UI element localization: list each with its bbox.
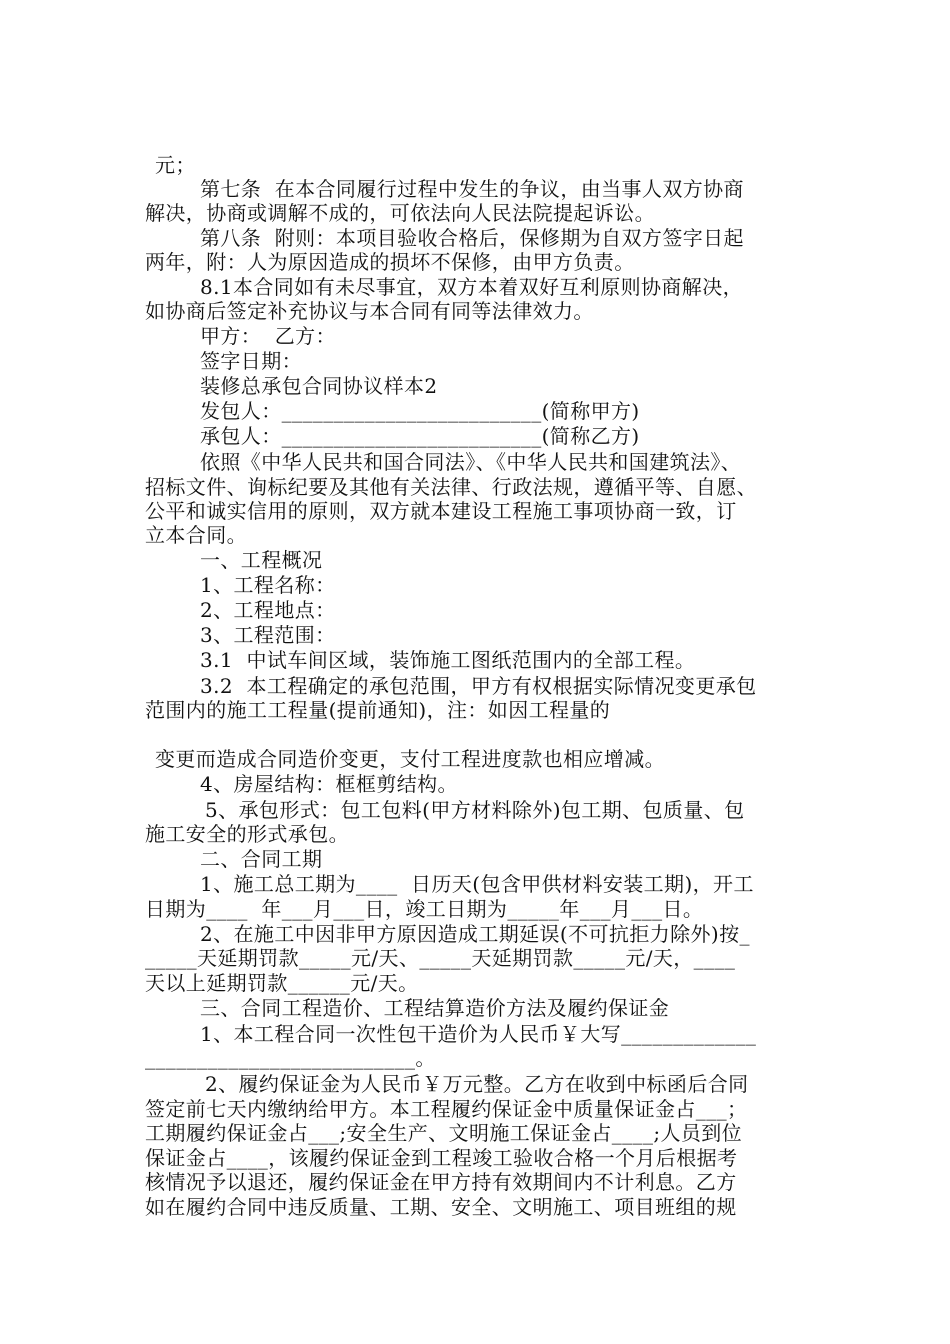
text-line: 1、施工总工期为____ 日历天(包含甲供材料安装工期)，开工: [200, 872, 754, 896]
text-line: 发包人：_________________________(简称甲方): [200, 399, 640, 423]
text-line: _____天延期罚款_____元/天、_____天延期罚款_____元/天，____: [145, 946, 736, 970]
text-line: 签字日期：: [200, 349, 302, 373]
text-line: __________________________。: [145, 1046, 436, 1070]
text-line: 3.2 本工程确定的承包范围，甲方有权根据实际情况变更承包: [200, 674, 757, 698]
text-line: 工期履约保证金占___;安全生产、文明施工保证金占____;人员到位: [145, 1121, 743, 1145]
text-line: 1、本工程合同一次性包干造价为人民币￥大写_____________: [200, 1022, 757, 1046]
text-line: 立本合同。: [145, 523, 247, 547]
text-line: 第八条 附则：本项目验收合格后，保修期为自双方签字日起: [200, 226, 744, 250]
text-line: 甲方： 乙方：: [200, 324, 336, 348]
text-line: 保证金占____，该履约保证金到工程竣工验收合格一个月后根据考: [145, 1146, 738, 1170]
text-line: 2、在施工中因非甲方原因造成工期延误(不可抗拒力除外)按_: [200, 922, 750, 946]
text-line: 两年，附：人为原因造成的损坏不保修，由甲方负责。: [145, 250, 635, 274]
text-line: 3.1 中试车间区域，装饰施工图纸范围内的全部工程。: [200, 648, 696, 672]
text-line: 签定前七天内缴纳给甲方。本工程履约保证金中质量保证金占___；: [145, 1097, 748, 1121]
text-line: 1、工程名称：: [200, 573, 336, 597]
text-line: 8.1本合同如有未尽事宜，双方本着双好互利原则协商解决，: [200, 275, 744, 299]
text-line: 如在履约合同中违反质量、工期、安全、文明施工、项目班组的规: [145, 1195, 737, 1219]
text-line: 2、履约保证金为人民币￥万元整。乙方在收到中标函后合同: [205, 1072, 749, 1096]
text-line: 施工安全的形式承包。: [145, 822, 349, 846]
text-line: 解决，协商或调解不成的，可依法向人民法院提起诉讼。: [145, 201, 655, 225]
text-line: 公平和诚实信用的原则，双方就本建设工程施工事项协商一致，订: [145, 499, 737, 523]
text-line: 天以上延期罚款______元/天。: [145, 971, 419, 995]
text-line: 一、工程概况: [200, 548, 323, 572]
text-line: 5、承包形式：包工包料(甲方材料除外)包工期、包质量、包: [205, 798, 745, 822]
text-line: 3、工程范围：: [200, 623, 336, 647]
text-line: 元；: [155, 153, 196, 177]
text-line: 如协商后签定补充协议与本合同有同等法律效力。: [145, 299, 594, 323]
text-line: 依照《中华人民共和国合同法》、《中华人民共和国建筑法》、: [200, 450, 742, 474]
text-line: 三、合同工程造价、工程结算造价方法及履约保证金: [200, 996, 670, 1020]
text-line: 二、合同工期: [200, 847, 323, 871]
text-line: 招标文件、询标纪要及其他有关法律、行政法规，遵循平等、自愿、: [145, 475, 757, 499]
text-line: 核情况予以退还，履约保证金在甲方持有效期间内不计利息。乙方: [145, 1170, 737, 1194]
text-line: 日期为____ 年___月___日，竣工日期为_____年___月___日。: [145, 897, 704, 921]
text-line: 变更而造成合同造价变更，支付工程进度款也相应增减。: [155, 747, 665, 771]
text-line: 第七条 在本合同履行过程中发生的争议，由当事人双方协商: [200, 177, 744, 201]
text-line: 范围内的施工工程量(提前通知)，注：如因工程量的: [145, 698, 611, 722]
text-line: 承包人：_________________________(简称乙方): [200, 424, 640, 448]
text-line: 装修总承包合同协议样本2: [200, 374, 438, 398]
text-line: 2、工程地点：: [200, 598, 336, 622]
text-line: 4、房屋结构：框框剪结构。: [200, 772, 458, 796]
